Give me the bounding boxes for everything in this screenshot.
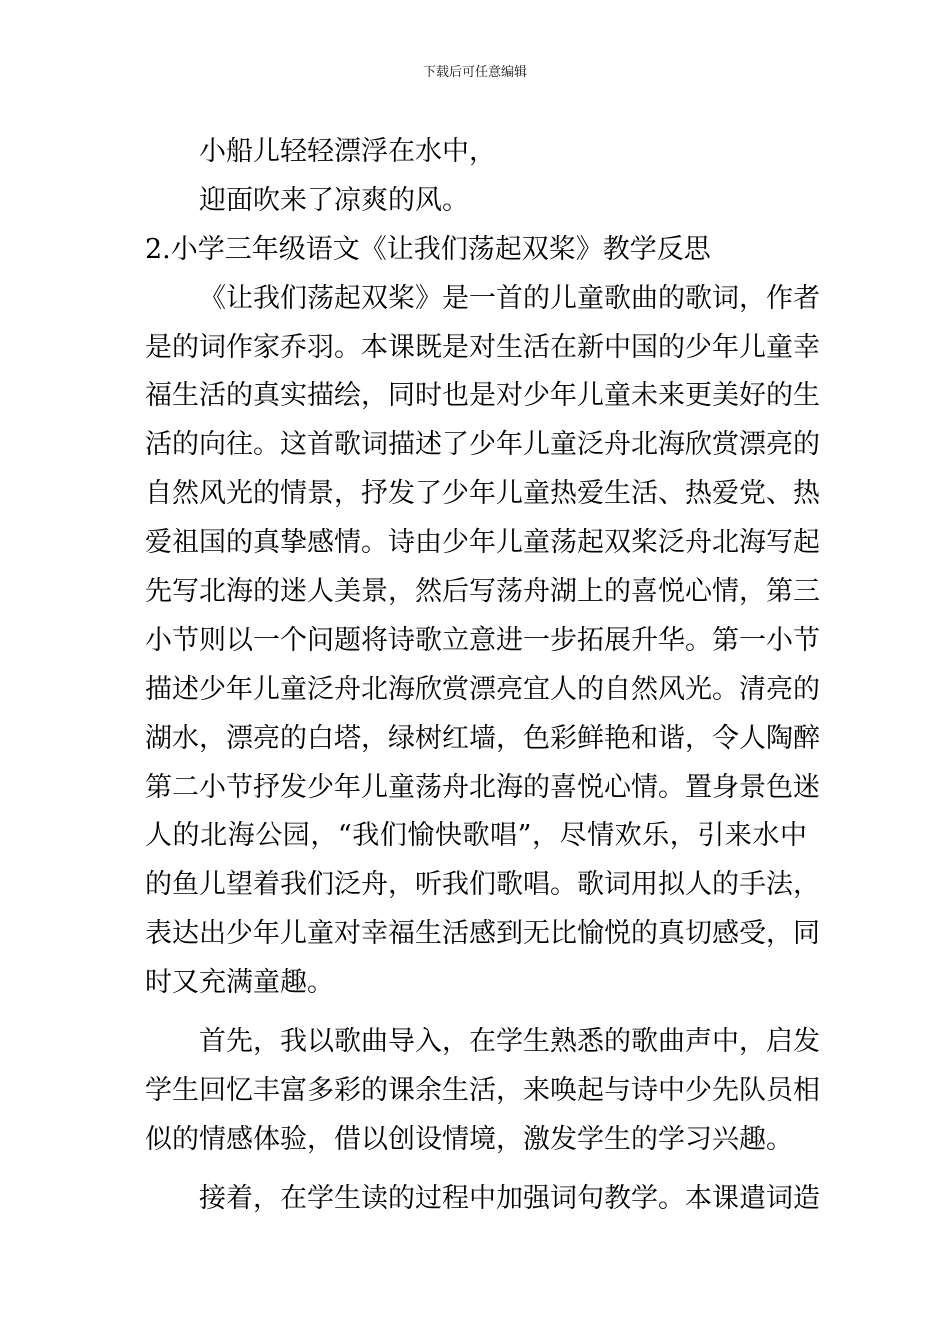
paragraph-3 <box>145 1175 820 1224</box>
paragraph-line: 活的向往。这首歌词描述了少年儿童泛舟北海欣赏漂亮的 <box>145 429 820 461</box>
section-title: 2.小学三年级语文《让我们荡起双桨》教学反思 <box>145 233 711 265</box>
paragraph-line: 学生回忆丰富多彩的课余生活，来唤起与诗中少先队员相 <box>145 1074 820 1106</box>
poem-line: 小船儿轻轻漂浮在水中， <box>199 136 496 167</box>
paragraph-line: 爱祖国的真挚感情。诗由少年儿童荡起双桨泛舟北海写起 <box>145 527 820 559</box>
paragraph-line: 《让我们荡起双桨》是一首的儿童歌曲的歌词，作者 <box>199 282 820 314</box>
paragraph-line: 表达出少年儿童对幸福生活感到无比愉悦的真切感受，同 <box>145 918 820 950</box>
paragraph-line: 似的情感体验，借以创设情境，激发学生的学习兴趣。 <box>145 1123 793 1155</box>
paragraph-line: 是的词作家乔羽。本课既是对生活在新中国的少年儿童幸 <box>145 331 820 363</box>
page-header: 下载后可任意编辑 <box>422 65 527 80</box>
document-body <box>145 128 820 1224</box>
paragraph-line: 首先，我以歌曲导入，在学生熟悉的歌曲声中，启发 <box>199 1026 820 1058</box>
paragraph-line: 人的北海公园，“我们愉快歌唱”，尽情欢乐，引来水中 <box>145 820 807 852</box>
paragraph-line: 湖水，漂亮的白塔，绿树红墙，色彩鲜艳和谐，令人陶醉 <box>145 722 820 754</box>
paragraph-line: 先写北海的迷人美景，然后写荡舟湖上的喜悦心情，第三 <box>145 576 820 608</box>
paragraph-line: 时又充满童趣。 <box>145 967 334 999</box>
paragraph-2 <box>145 1018 820 1165</box>
paragraph-line: 接着，在学生读的过程中加强词句教学。本课遣词造 <box>199 1182 820 1214</box>
paragraph-1 <box>145 275 820 1008</box>
paragraph-line: 描述少年儿童泛舟北海欣赏漂亮宜人的自然风光。清亮的 <box>145 673 820 705</box>
paragraph-line: 的鱼儿望着我们泛舟，听我们歌唱。歌词用拟人的手法， <box>145 869 820 901</box>
paragraph-line: 福生活的真实描绘，同时也是对少年儿童未来更美好的生 <box>145 380 820 412</box>
paragraph-line: 小节则以一个问题将诗歌立意进一步拓展升华。第一小节 <box>145 624 820 656</box>
poem-line: 迎面吹来了凉爽的风。 <box>199 184 469 216</box>
paragraph-line: 自然风光的情景，抒发了少年儿童热爱生活、热爱党、热 <box>145 478 820 510</box>
paragraph-line: 第二小节抒发少年儿童荡舟北海的喜悦心情。置身景色迷 <box>145 771 820 803</box>
